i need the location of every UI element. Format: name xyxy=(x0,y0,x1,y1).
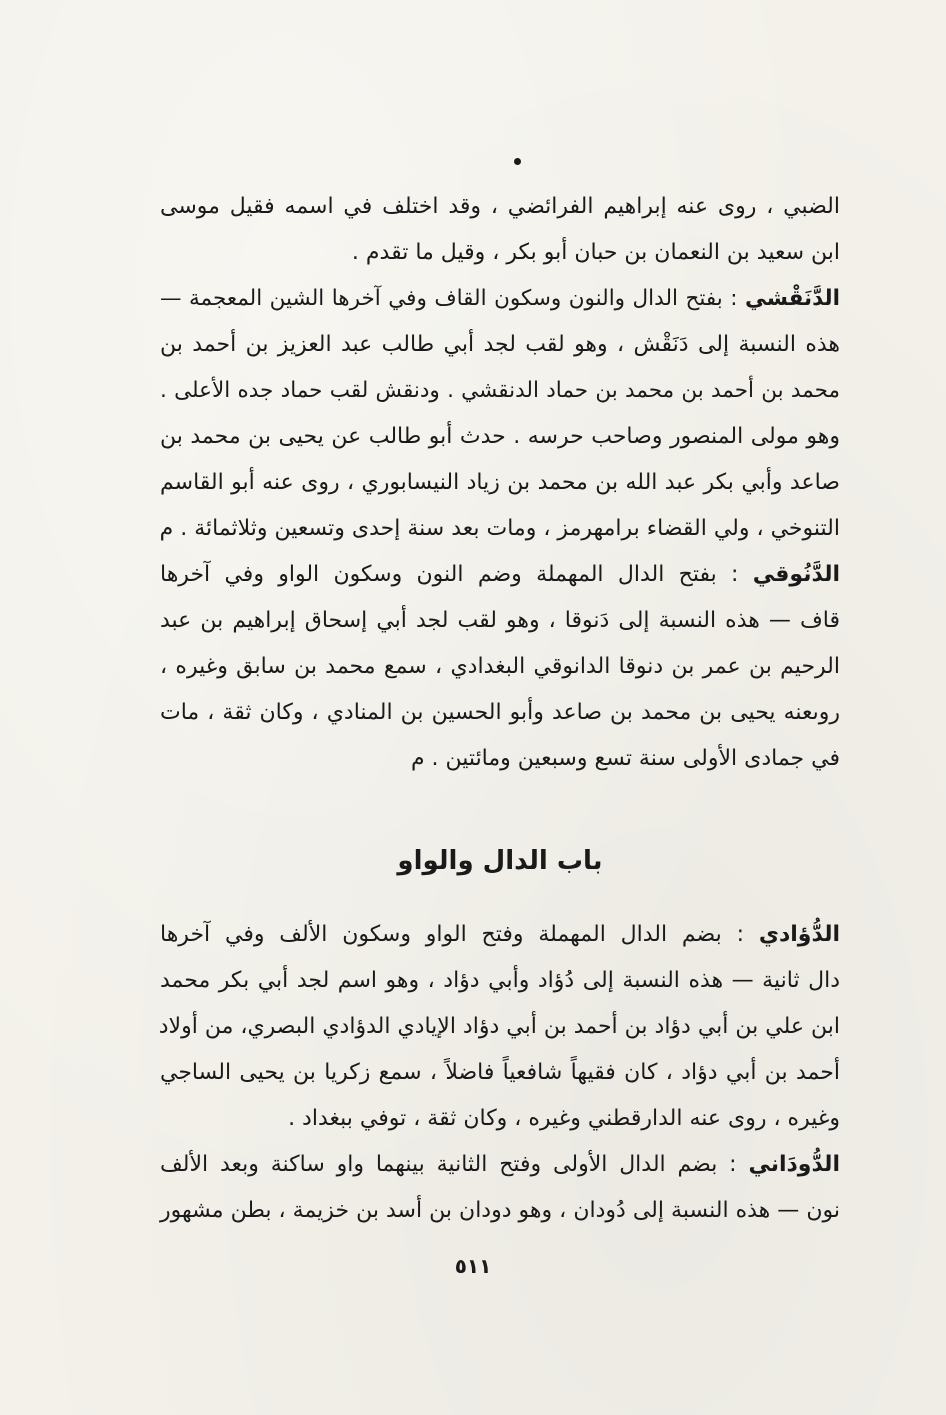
text-line xyxy=(160,506,840,552)
entry-line xyxy=(160,552,840,598)
text-line xyxy=(160,460,840,506)
text-line xyxy=(160,736,840,782)
line-text: روىعنه يحيى بن محمد بن صاعد وأبو الحسين بن المنادي ، وكان ثقة ، مات xyxy=(160,700,840,725)
entry-line xyxy=(160,276,840,322)
text-line xyxy=(160,958,840,1004)
text-line xyxy=(160,322,840,368)
line-text: محمد بن أحمد بن محمد بن حماد الدنقشي . ودنقش لقب حماد جده الأعلى . xyxy=(160,378,840,403)
line-text: : بضم الدال الأولى وفتح الثانية بينهما واو ساكنة وبعد الألف xyxy=(160,1152,749,1177)
text-line xyxy=(160,368,840,414)
entry-heading-danaqshi: الدَّنَقْشي xyxy=(744,286,840,311)
line-text: دال ثانية — هذه النسبة إلى دُؤاد وأبي دؤاد ، وهو اسم لجد أبي بكر محمد xyxy=(160,968,840,993)
text-line xyxy=(160,1096,840,1142)
text-line xyxy=(160,1050,840,1096)
text-block-2 xyxy=(160,912,840,1242)
text-line xyxy=(160,644,840,690)
text-line xyxy=(160,414,840,460)
text-line xyxy=(160,690,840,736)
text-line xyxy=(160,184,840,230)
entry-line xyxy=(160,912,840,958)
entry-heading-danuqi: الدَّنُوقي xyxy=(752,562,840,587)
line-text: : بفتح الدال والنون وسكون القاف وفي آخرها الشين المعجمة — xyxy=(160,286,745,311)
text-line xyxy=(160,1188,840,1234)
section-heading: باب الدال والواو xyxy=(397,846,603,876)
line-text: أحمد بن أبي دؤاد ، كان فقيهاً شافعياً فاضلاً ، سمع زكريا بن يحيى الساجي xyxy=(160,1060,840,1085)
entry-line xyxy=(160,1142,840,1188)
line-text: الضبي ، روى عنه إبراهيم الفرائضي ، وقد اختلف في اسمه فقيل موسى xyxy=(160,194,840,219)
line-text: قاف — هذه النسبة إلى دَنوقا ، وهو لقب لجد أبي إسحاق إبراهيم بن عبد xyxy=(160,608,840,633)
line-text: الرحيم بن عمر بن دنوقا الدانوقي البغدادي ، سمع محمد بن سابق وغيره ، xyxy=(160,654,840,679)
line-text: التنوخي ، ولي القضاء برامهرمز ، ومات بعد سنة إحدى وتسعين وثلاثمائة . م xyxy=(159,516,840,541)
text-block-1 xyxy=(160,184,840,784)
line-text: وغيره ، روى عنه الدارقطني وغيره ، وكان ثقة ، توفي ببغداد . xyxy=(288,1106,840,1131)
page-dot-mark xyxy=(514,158,521,165)
line-text: : بفتح الدال المهملة وضم النون وسكون الواو وفي آخرها xyxy=(160,562,753,587)
entry-heading-duadi: الدُّؤادي xyxy=(758,922,840,947)
text-line xyxy=(160,230,840,276)
text-line xyxy=(160,1004,840,1050)
line-text: هذه النسبة إلى دَنَقْش ، وهو لقب لجد أبي طالب عبد العزيز بن أحمد بن xyxy=(160,332,840,357)
line-text: نون — هذه النسبة إلى دُودان ، وهو دودان بن أسد بن خزيمة ، بطن مشهور xyxy=(160,1198,840,1223)
line-text: : بضم الدال المهملة وفتح الواو وسكون الألف وفي آخرها xyxy=(160,922,759,947)
text-line xyxy=(160,598,840,644)
line-text: صاعد وأبي بكر عبد الله بن محمد بن زياد النيسابوري ، روى عنه أبو القاسم xyxy=(160,470,840,495)
line-text: ابن سعيد بن النعمان بن حبان أبو بكر ، وقيل ما تقدم . xyxy=(351,240,840,265)
page-number: ٥١١ xyxy=(454,1254,492,1278)
line-text: ابن علي بن أبي دؤاد بن أحمد بن أبي دؤاد الإيادي الدؤادي البصري، من أولاد xyxy=(158,1014,840,1039)
line-text: في جمادى الأولى سنة تسع وسبعين ومائتين . م xyxy=(410,746,840,771)
line-text: وهو مولى المنصور وصاحب حرسه . حدث أبو طالب عن يحيى بن محمد بن xyxy=(160,424,840,449)
entry-heading-dudani: الدُّودَاني xyxy=(748,1152,840,1177)
